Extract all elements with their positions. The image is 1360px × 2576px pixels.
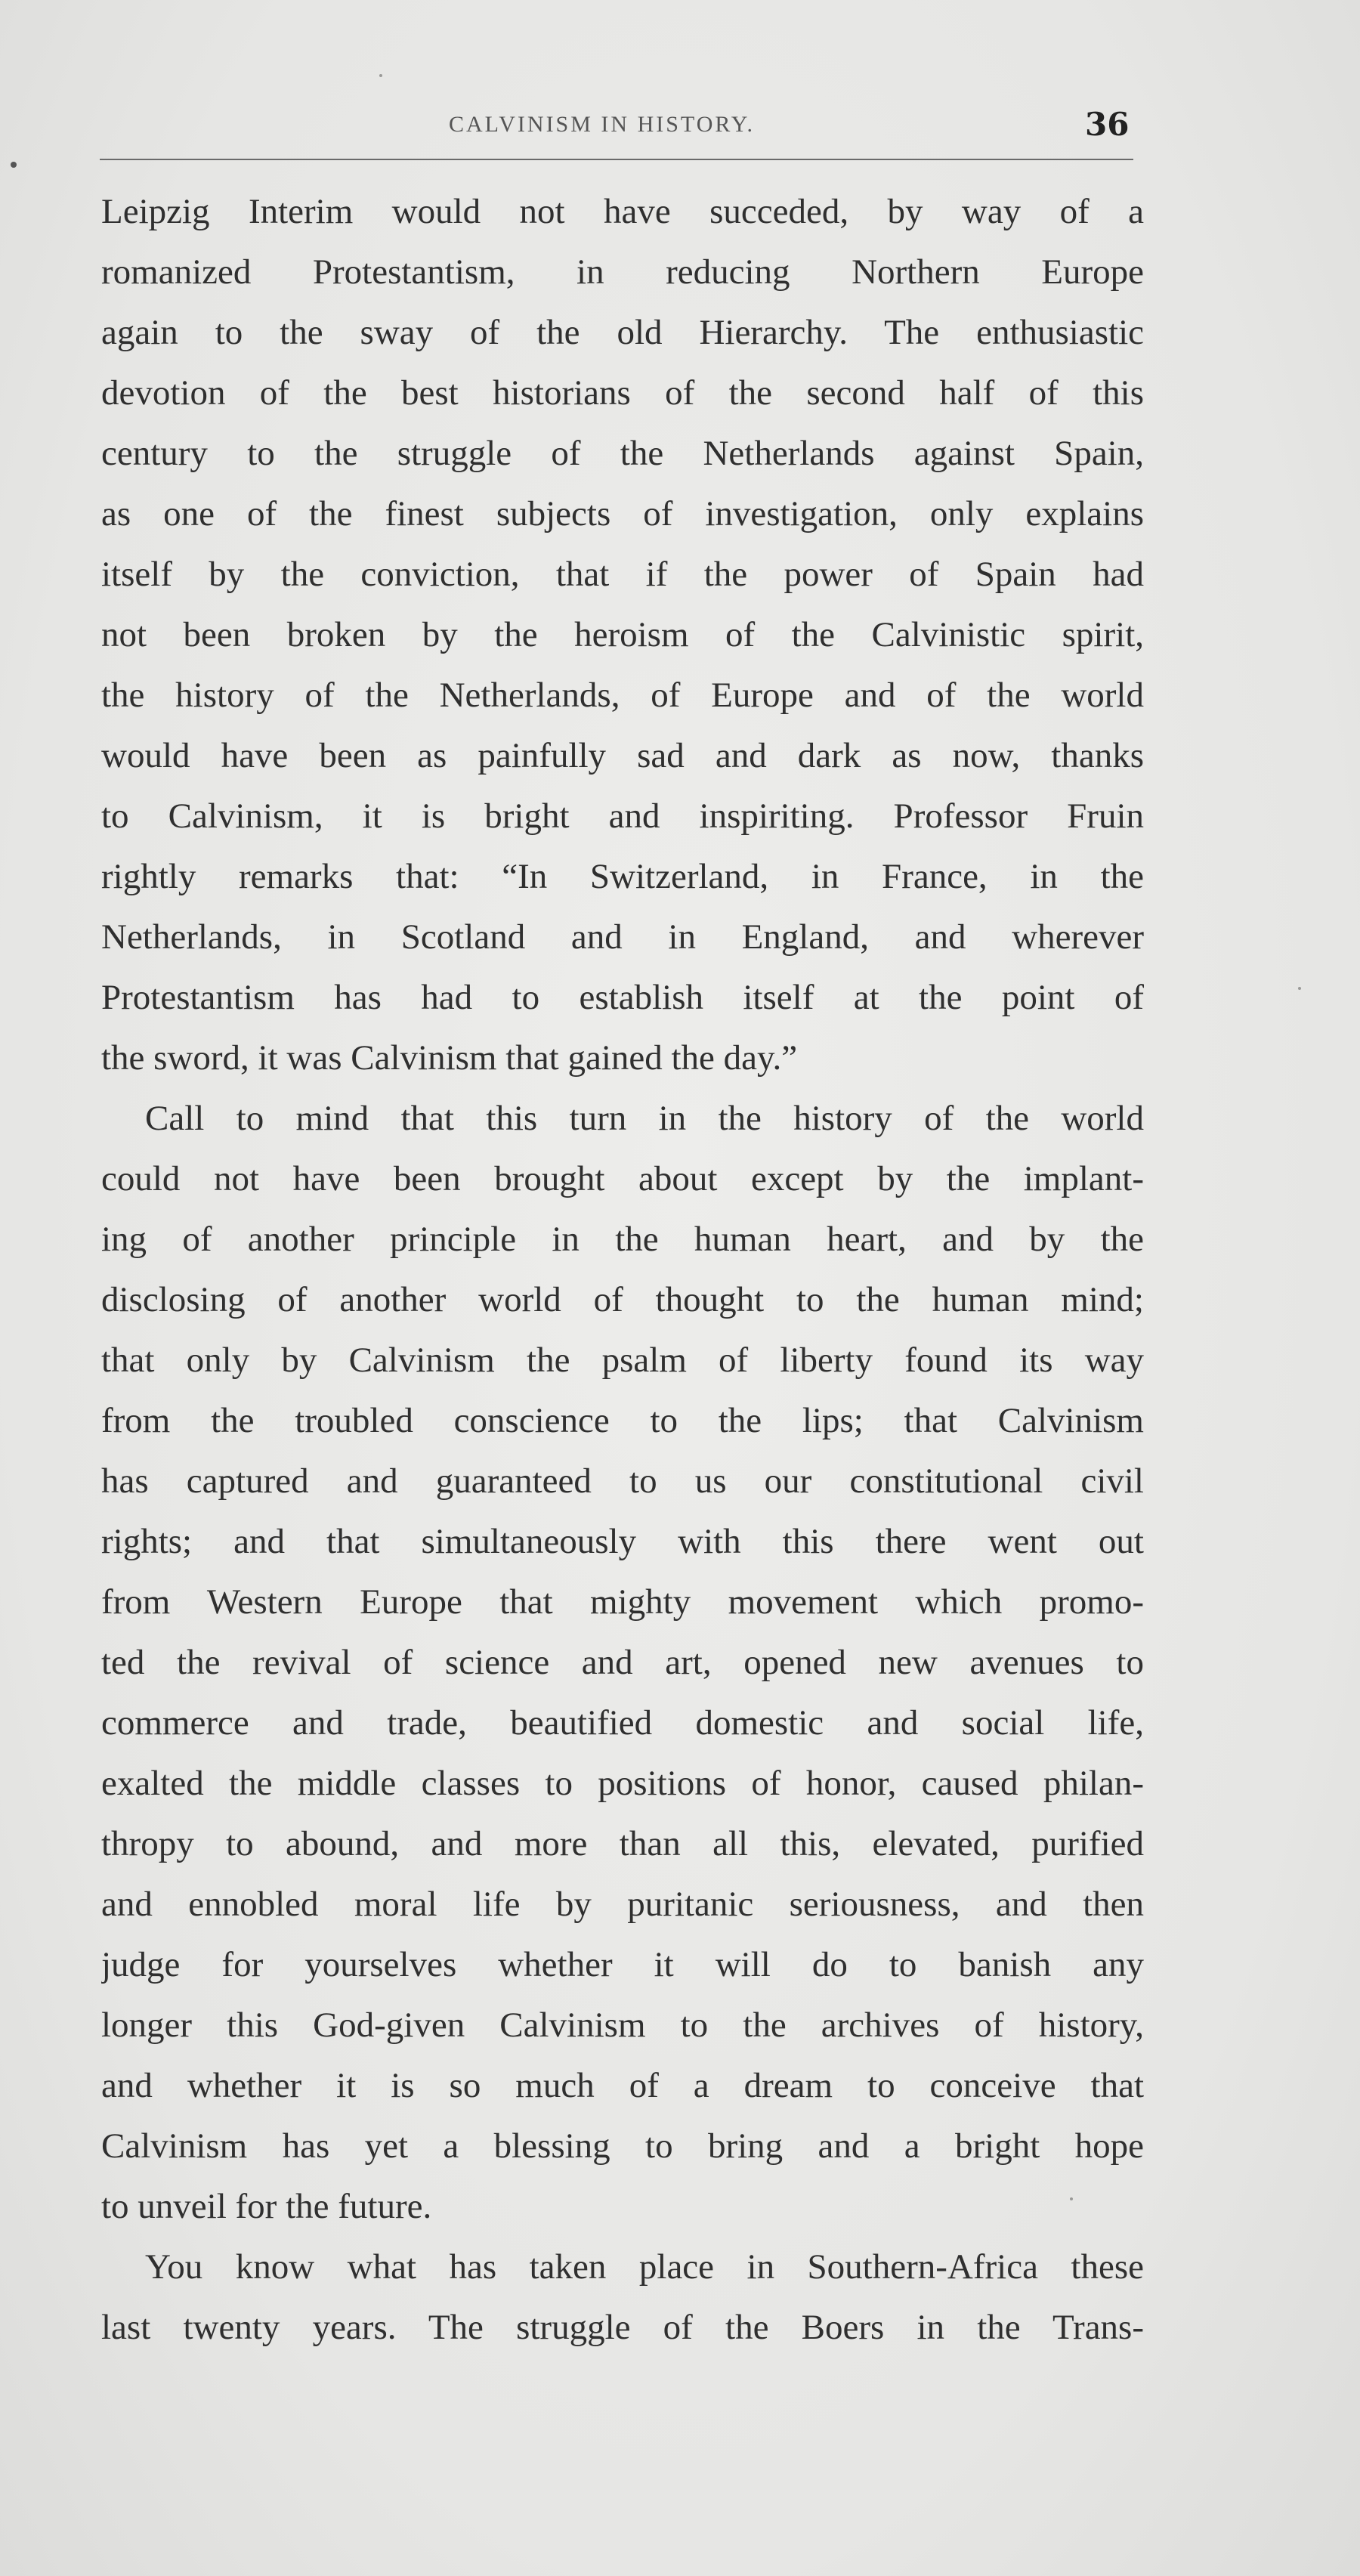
text-line: longer this God-given Calvinism to the archives of history, bbox=[101, 2005, 1144, 2045]
text-line: again to the sway of the old Hierarchy. The enthusiastic bbox=[101, 313, 1144, 352]
header-rule bbox=[100, 159, 1133, 160]
text-line: thropy to abound, and more than all this, elevated, purified bbox=[101, 1824, 1144, 1863]
text-line: as one of the finest subjects of investigation, only explains bbox=[101, 494, 1144, 533]
text-line: itself by the conviction, that if the power of Spain had bbox=[101, 555, 1144, 594]
text-line: ing of another principle in the human heart, and by the bbox=[101, 1220, 1144, 1259]
text-line: century to the struggle of the Netherlands against Spain, bbox=[101, 434, 1144, 473]
text-line: last twenty years. The struggle of the Boers in the Trans- bbox=[101, 2308, 1144, 2347]
running-head bbox=[0, 106, 1360, 151]
margin-mark bbox=[11, 162, 17, 168]
text-line: not been broken by the heroism of the Calvinistic spirit, bbox=[101, 615, 1144, 654]
text-line: from Western Europe that mighty movement which promo- bbox=[101, 1582, 1144, 1622]
text-line: the history of the Netherlands, of Europe and of the world bbox=[101, 676, 1144, 715]
text-line: ted the revival of science and art, opened new avenues to bbox=[101, 1643, 1144, 1682]
text-line: could not have been brought about except by the implant- bbox=[101, 1159, 1144, 1198]
text-line: Netherlands, in Scotland and in England, and wherever bbox=[101, 917, 1144, 957]
text-line: Protestantism has had to establish itself at the point of bbox=[101, 978, 1144, 1017]
text-line: judge for yourselves whether it will do to banish any bbox=[101, 1945, 1144, 1984]
text-line: Calvinism has yet a blessing to bring and a bright hope bbox=[101, 2126, 1144, 2166]
text-line: devotion of the best historians of the second half of this bbox=[101, 373, 1144, 413]
text-line: to unveil for the future. bbox=[101, 2187, 432, 2226]
paragraph-start-line: Call to mind that this turn in the history of the world bbox=[145, 1099, 1144, 1138]
running-title: CALVINISM IN HISTORY. bbox=[449, 112, 756, 137]
paragraph-start-line: You know what has taken place in Southern-Africa these bbox=[145, 2247, 1144, 2287]
text-line: would have been as painfully sad and dark as now, thanks bbox=[101, 736, 1144, 775]
text-line: and whether it is so much of a dream to conceive that bbox=[101, 2066, 1144, 2105]
body-text bbox=[101, 181, 1144, 2358]
paper-speck bbox=[1298, 987, 1301, 990]
text-line: rightly remarks that: “In Switzerland, in France, in the bbox=[101, 857, 1144, 896]
page-number: 36 bbox=[1085, 106, 1130, 143]
text-line: has captured and guaranteed to us our constitutional civil bbox=[101, 1461, 1144, 1501]
text-line: Leipzig Interim would not have succeded, by way of a bbox=[101, 192, 1144, 231]
text-line: commerce and trade, beautified domestic and social life, bbox=[101, 1703, 1144, 1743]
text-line: romanized Protestantism, in reducing Northern Europe bbox=[101, 252, 1144, 292]
text-line: to Calvinism, it is bright and inspiriting. Professor Fruin bbox=[101, 796, 1144, 836]
text-line: from the troubled conscience to the lips; that Calvinism bbox=[101, 1401, 1144, 1440]
text-line: and ennobled moral life by puritanic seriousness, and then bbox=[101, 1885, 1144, 1924]
text-line: disclosing of another world of thought to the human mind; bbox=[101, 1280, 1144, 1319]
text-line: that only by Calvinism the psalm of liberty found its way bbox=[101, 1341, 1144, 1380]
text-line: exalted the middle classes to positions of honor, caused philan- bbox=[101, 1764, 1144, 1803]
text-line: the sword, it was Calvinism that gained the day.” bbox=[101, 1038, 798, 1078]
text-line: rights; and that simultaneously with this there went out bbox=[101, 1522, 1144, 1561]
paper-speck bbox=[379, 74, 382, 77]
